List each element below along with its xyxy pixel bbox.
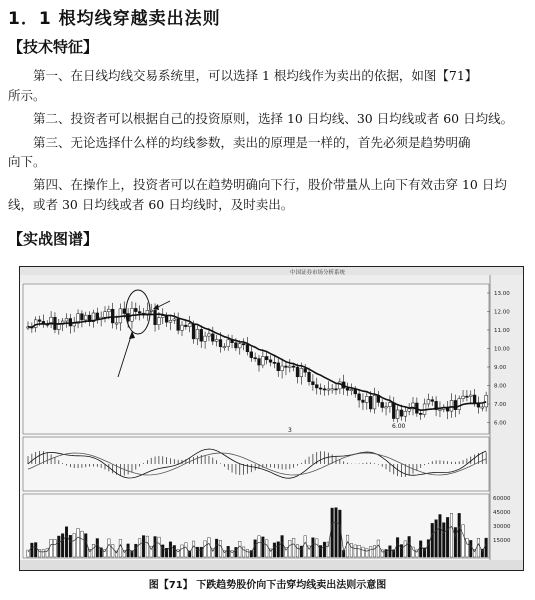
- heading-chart: 【实战图谱】: [8, 230, 99, 248]
- paragraph-4-line-1: 第四、在操作上，投资者可以在趋势明确向下行，股价带量从上向下有效击穿 10 日均: [33, 177, 507, 192]
- candle-body: [165, 316, 168, 323]
- volume-bar: [81, 531, 84, 557]
- candle-body: [288, 366, 291, 367]
- volume-bar: [292, 538, 295, 557]
- candle-body: [327, 389, 330, 390]
- candle-body: [115, 323, 118, 324]
- volume-bar: [135, 544, 138, 557]
- volume-label: 60000: [493, 496, 511, 502]
- candle-body: [123, 309, 126, 314]
- candle-body: [439, 409, 442, 410]
- volume-bar: [354, 545, 357, 557]
- price-label: 6.00: [494, 420, 507, 427]
- volume-bar: [69, 535, 72, 557]
- volume-bar: [92, 544, 95, 557]
- volume-bar: [312, 538, 315, 557]
- volume-bar: [450, 513, 453, 557]
- candle-body: [419, 413, 422, 414]
- candle-body: [346, 388, 349, 390]
- volume-bar: [273, 543, 276, 557]
- candle-body: [107, 309, 110, 312]
- volume-bar: [84, 534, 87, 557]
- volume-bar: [238, 541, 241, 557]
- candle-body: [238, 344, 241, 348]
- candle-body: [312, 382, 315, 385]
- volume-bar: [331, 508, 334, 557]
- volume-bar: [54, 539, 57, 557]
- volume-bar: [208, 538, 211, 557]
- candle-body: [315, 385, 318, 388]
- volume-bar: [219, 541, 222, 557]
- volume-bar: [34, 543, 37, 557]
- candle-body: [373, 395, 376, 409]
- candle-body: [427, 400, 430, 404]
- candle-body: [296, 367, 299, 377]
- volume-bar: [173, 545, 176, 557]
- candle-body: [34, 320, 37, 328]
- candle-body: [246, 344, 249, 351]
- volume-bar: [339, 510, 342, 557]
- volume-bar: [108, 539, 111, 557]
- volume-bar: [265, 540, 268, 557]
- section-title: 1．1 根均线穿越卖出法则: [8, 9, 221, 29]
- candle-body: [138, 312, 141, 314]
- volume-bar: [158, 537, 161, 557]
- status-bar: [20, 560, 523, 570]
- volume-bar: [154, 537, 157, 557]
- candle-body: [250, 352, 253, 358]
- candle-body: [400, 410, 403, 416]
- candle-body: [335, 389, 338, 390]
- volume-bar: [281, 536, 284, 557]
- candle-body: [308, 372, 311, 381]
- header-right-text: 中国证券市场分析系统: [290, 270, 346, 276]
- volume-bar: [42, 550, 45, 557]
- candle-body: [227, 340, 230, 347]
- candle-body: [196, 329, 199, 338]
- volume-bar: [373, 546, 376, 557]
- candle-body: [365, 396, 368, 402]
- arrow-left: [118, 333, 132, 377]
- candle-body: [57, 324, 60, 329]
- candle-body: [73, 323, 76, 325]
- candle-body: [154, 310, 157, 325]
- candle-body: [161, 316, 164, 318]
- volume-bar: [435, 520, 438, 557]
- candle-body: [469, 395, 472, 396]
- volume-bar: [458, 513, 461, 557]
- volume-bar: [369, 547, 372, 557]
- candle-body: [184, 325, 187, 326]
- low-price-mark: 6.00: [392, 423, 406, 430]
- stock-chart-svg: [20, 267, 523, 570]
- macd-panel: [23, 437, 489, 491]
- volume-bar: [204, 541, 207, 557]
- volume-bar: [50, 539, 53, 557]
- candle-body: [485, 395, 488, 407]
- candle-body: [389, 403, 392, 407]
- moving-average-line: [28, 314, 486, 410]
- volume-bar: [192, 541, 195, 557]
- volume-bar: [419, 541, 422, 557]
- volume-bar: [327, 542, 330, 557]
- candle-body: [208, 334, 211, 336]
- paragraph-1-line-2: 所示。: [8, 88, 46, 103]
- candle-body: [277, 363, 280, 371]
- candle-body: [454, 400, 457, 409]
- volume-bar: [454, 527, 457, 557]
- candle-body: [258, 359, 261, 365]
- candle-body: [219, 340, 222, 347]
- candle-body: [177, 319, 180, 330]
- candle-body: [458, 399, 461, 410]
- candle-body: [104, 312, 107, 317]
- toolbar-strip: [20, 267, 523, 275]
- volume-bar: [258, 536, 261, 557]
- volume-bar: [389, 546, 392, 557]
- candle-body: [292, 366, 295, 367]
- paragraph-1-line-1: 第一、在日线均线交易系统里，可以选择 1 根均线作为卖出的依据，如图【71】: [33, 68, 478, 83]
- candle-body: [269, 360, 272, 362]
- candle-body: [369, 396, 372, 409]
- candle-body: [354, 390, 357, 394]
- volume-bar: [400, 545, 403, 557]
- volume-bar: [358, 545, 361, 557]
- volume-bar: [262, 537, 265, 557]
- volume-bar: [142, 536, 145, 557]
- volume-bar: [242, 547, 245, 557]
- stock-chart-figure: [19, 266, 524, 571]
- volume-label: 45000: [493, 510, 511, 516]
- volume-bar: [65, 527, 68, 557]
- paragraph-3-line-1: 第三、无论选择什么样的均线参数，卖出的原理是一样的，首先必须是趋势明确: [33, 135, 471, 150]
- volume-bar: [119, 539, 122, 557]
- volume-bar: [169, 542, 172, 557]
- volume-bar: [366, 549, 369, 557]
- candle-body: [265, 356, 268, 359]
- volume-bar: [111, 545, 114, 557]
- volume-bar: [462, 525, 465, 557]
- volume-bar: [385, 549, 388, 557]
- price-label: 7.00: [494, 402, 507, 408]
- paragraph-3-line-2: 向下。: [8, 154, 46, 169]
- candle-body: [84, 315, 87, 320]
- volume-bar: [477, 538, 480, 557]
- volume-bar: [323, 542, 326, 557]
- volume-bar: [250, 551, 253, 557]
- signal-line: [28, 453, 486, 475]
- volume-bar: [296, 545, 299, 557]
- volume-bar: [138, 539, 141, 557]
- price-label: 10.00: [494, 346, 510, 353]
- price-label: 11.00: [494, 328, 510, 334]
- candle-body: [181, 325, 184, 330]
- volume-bar: [181, 545, 184, 557]
- candle-body: [200, 329, 203, 341]
- volume-bar: [443, 523, 446, 557]
- candle-body: [96, 313, 99, 319]
- volume-bar: [319, 545, 322, 557]
- volume-bar: [289, 540, 292, 557]
- volume-bar: [73, 534, 76, 557]
- volume-bar: [377, 540, 380, 557]
- candle-body: [192, 324, 195, 339]
- candle-body: [358, 394, 361, 400]
- candle-body: [466, 396, 469, 397]
- volume-bar: [77, 528, 80, 557]
- volume-bar: [469, 540, 472, 557]
- volume-bar: [439, 514, 442, 557]
- volume-bar: [31, 543, 34, 557]
- volume-bar: [408, 536, 411, 557]
- price-label: 12.00: [494, 309, 510, 316]
- candle-body: [408, 409, 411, 411]
- candle-body: [304, 369, 307, 373]
- candle-body: [450, 400, 453, 411]
- volume-bar: [146, 536, 149, 557]
- volume-bar: [185, 543, 188, 557]
- candle-body: [65, 319, 68, 322]
- volume-bar: [61, 534, 64, 557]
- volume-bar: [277, 542, 280, 557]
- candle-body: [319, 388, 322, 389]
- candle-body: [111, 309, 114, 323]
- candle-body: [481, 407, 484, 408]
- price-label: 13.00: [494, 291, 510, 297]
- volume-bar: [246, 550, 249, 557]
- candle-body: [331, 389, 334, 390]
- candle-body: [385, 407, 388, 408]
- candle-body: [215, 340, 218, 342]
- volume-bar: [254, 540, 257, 557]
- candle-body: [211, 334, 214, 341]
- candle-body: [242, 344, 245, 345]
- price-label: 9.00: [494, 365, 507, 371]
- paragraph-2: 第二、投资者可以根据自己的投资原则，选择 10 日均线、30 日均线或者 60 日均线。: [33, 111, 514, 126]
- candle-body: [273, 362, 276, 363]
- candle-body: [462, 396, 465, 399]
- volume-bar: [335, 508, 338, 557]
- candle-body: [350, 390, 353, 391]
- candle-body: [134, 308, 137, 311]
- volume-bar: [346, 535, 349, 557]
- candle-body: [38, 320, 41, 322]
- candle-body: [81, 314, 84, 320]
- candle-body: [173, 319, 176, 320]
- figure-caption: 图【71】 下跌趋势股价向下击穿均线卖出法则示意图: [148, 580, 387, 591]
- candle-body: [223, 347, 226, 348]
- candle-body: [300, 369, 303, 377]
- volume-bar: [404, 541, 407, 557]
- candle-body: [362, 400, 365, 402]
- candle-body: [254, 358, 257, 359]
- volume-bar: [446, 517, 449, 557]
- candle-body: [285, 366, 288, 367]
- candle-body: [392, 403, 395, 419]
- volume-bar: [431, 523, 434, 557]
- price-label: 8.00: [494, 383, 507, 390]
- volume-label: 30000: [493, 524, 511, 530]
- candle-body: [261, 356, 264, 365]
- candle-body: [169, 320, 172, 322]
- candle-body: [235, 343, 238, 348]
- volume-bar: [362, 547, 365, 557]
- volume-bar: [396, 538, 399, 557]
- volume-bar: [215, 539, 218, 557]
- volume-label: 15000: [493, 538, 511, 544]
- volume-bar: [227, 546, 230, 557]
- candle-body: [323, 389, 326, 390]
- info-strip: [20, 275, 523, 283]
- candle-body: [473, 395, 476, 403]
- paragraph-4-line-2: 线，或者 30 日均线或者 60 日均线时，及时卖出。: [8, 197, 294, 212]
- candle-body: [446, 408, 449, 411]
- candle-body: [381, 402, 384, 407]
- volume-bar: [315, 539, 318, 557]
- candle-body: [404, 411, 407, 416]
- volume-bar: [58, 536, 61, 557]
- candle-body: [188, 324, 191, 327]
- heading-tech-features: 【技术特征】: [8, 38, 99, 56]
- volume-bar: [127, 544, 130, 557]
- candle-body: [396, 410, 399, 419]
- volume-bar: [304, 536, 307, 557]
- volume-bar: [96, 539, 99, 557]
- sub-mark: 3: [288, 427, 292, 434]
- candle-body: [281, 366, 284, 371]
- candle-body: [204, 336, 207, 341]
- volume-bar: [485, 538, 488, 557]
- candle-body: [431, 400, 434, 402]
- candle-body: [158, 318, 161, 325]
